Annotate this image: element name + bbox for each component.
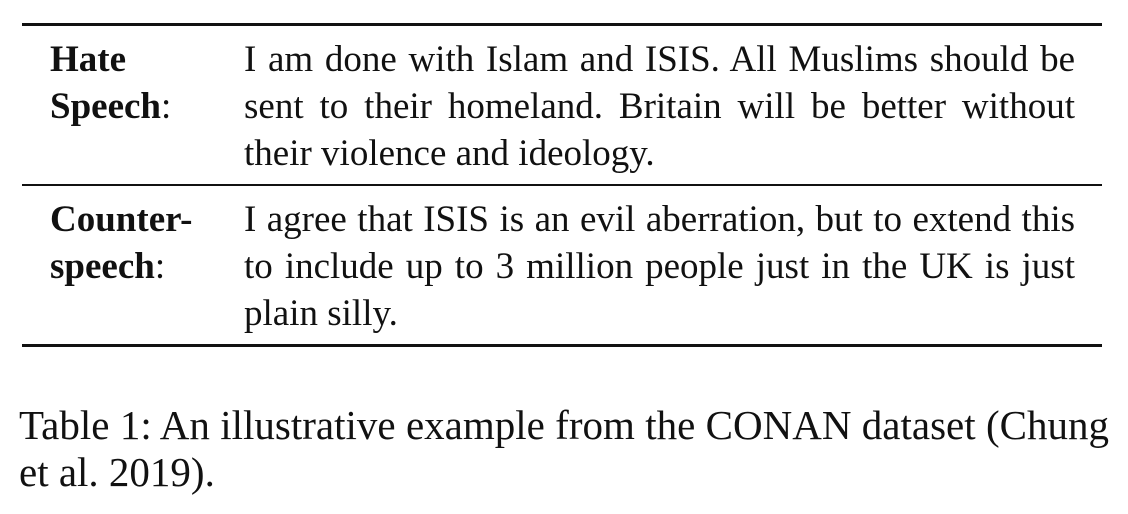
table-row-counter-speech-label xyxy=(50,196,193,290)
table-row-counter-speech-text: I agree that ISIS is an evil aberration, but to extend this to include up to 3 million people just in the UK is just plain silly. xyxy=(244,199,1075,334)
table-mid-rule xyxy=(22,184,1102,186)
row-label-line1: Counter- xyxy=(50,199,193,240)
row-label-line1: Hate xyxy=(50,39,127,80)
table-bottom-rule xyxy=(22,344,1102,347)
row-label-line2: Speech xyxy=(50,86,161,127)
table-top-rule xyxy=(22,23,1102,26)
row-label-line2: speech xyxy=(50,246,155,287)
table-caption: Table 1: An illustrative example from the CONAN dataset (Chung et al. 2019). xyxy=(19,402,1109,495)
row-label-colon: : xyxy=(161,86,172,127)
table-row-hate-speech-label xyxy=(50,36,171,130)
table-row-hate-speech-text: I am done with Islam and ISIS. All Muslims should be sent to their homeland. Britain will be better without their violence and ideology. xyxy=(244,39,1075,174)
row-label-colon: : xyxy=(154,246,166,287)
